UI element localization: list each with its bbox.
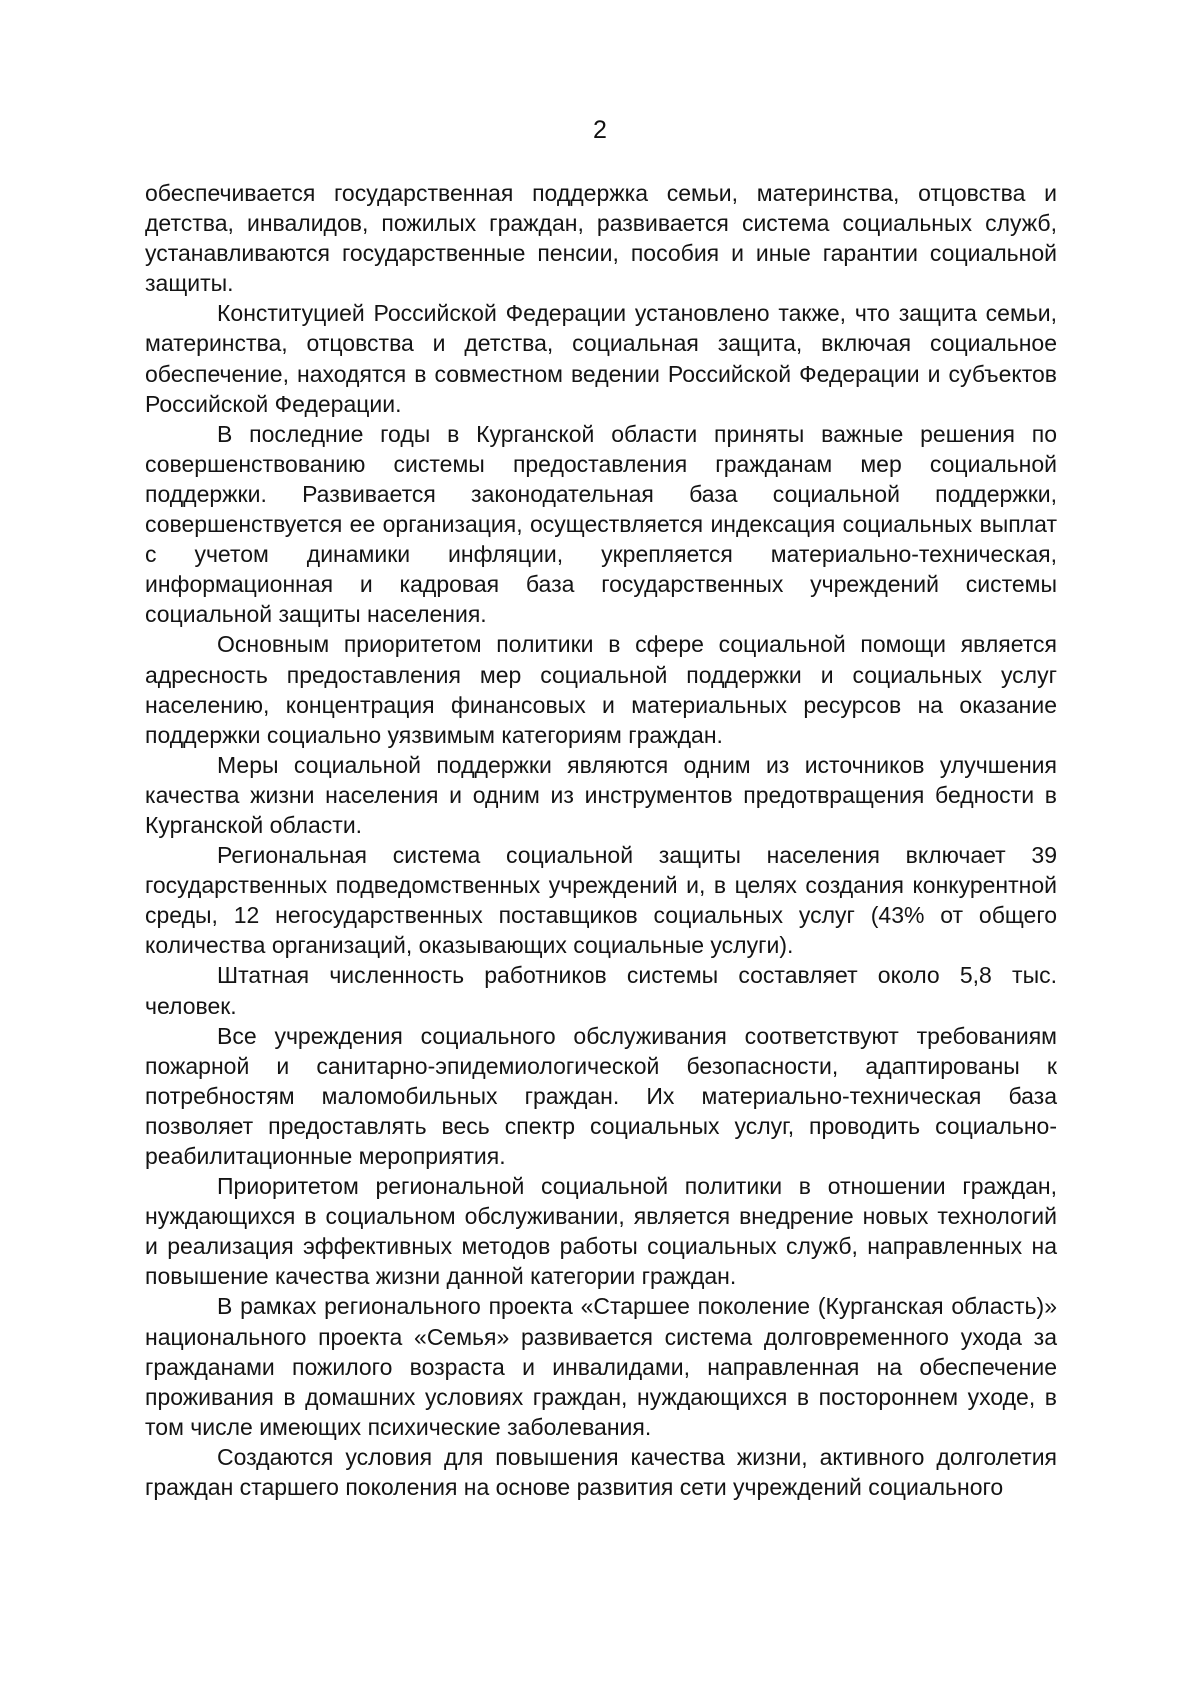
paragraph-staff: Штатная численность работников системы составляет около 5,8 тыс. человек. <box>145 962 1057 1019</box>
paragraph-active-longevity: Создаются условия для повышения качества жизни, активного долголетия граждан старшего поколения на основе развития сети учреждений социального <box>145 1443 1057 1501</box>
paragraph-recent-decisions: В последние годы в Курганской области приняты важные решения по совершенствованию системы предоставления гражданам мер социальной поддержки. Развивается законодательная база социальной поддержки, совершенствуется ее организация, осуществляется индексация социальных выплат с учетом динамики инфляции, укрепляется материально-техническая, информационная и кадровая база государственных учреждений системы социальной защиты населения. <box>145 420 1057 628</box>
paragraph-support-measures: Меры социальной поддержки являются одним из источников улучшения качества жизни населения и одним из инструментов предотвращения бедности в Курганской области. <box>145 751 1057 838</box>
paragraph-continuation: обеспечивается государственная поддержка семьи, материнства, отцовства и детства, инвалидов, пожилых граждан, развивается система социальных служб, устанавливаются государственные пенсии, пособия и иные гарантии социальной защиты. <box>145 180 1057 297</box>
paragraph-institutions: Все учреждения социального обслуживания соответствуют требованиям пожарной и санитарно-эпидемиологической безопасности, адаптированы к потребностям маломобильных граждан. Их материально-техническая база позволяет предоставлять весь спектр социальных услуг, проводить социально-реабилитационные мероприятия. <box>145 1022 1057 1169</box>
paragraph-regional-system: Региональная система социальной защиты населения включает 39 государственных подведомственных учреждений и, в целях создания конкурентной среды, 12 негосударственных поставщиков социальных услуг (43% от общего количества организаций, оказывающих социальные услуги). <box>145 842 1057 959</box>
document-body <box>145 178 1057 1502</box>
paragraph-constitution: Конституцией Российской Федерации установлено также, что защита семьи, материнства, отцовства и детства, социальная защита, включая социальное обеспечение, находятся в совместном ведении Российской Федерации и субъектов Российской Федерации. <box>145 300 1057 417</box>
page-number: 2 <box>593 116 607 144</box>
paragraph-policy-priority: Приоритетом региональной социальной политики в отношении граждан, нуждающихся в социальном обслуживании, является внедрение новых технологий и реализация эффективных методов работы социальных служб, направленных на повышение качества жизни данной категории граждан. <box>145 1173 1057 1290</box>
paragraph-priority: Основным приоритетом политики в сфере социальной помощи является адресность предоставления мер социальной поддержки и социальных услуг населению, концентрация финансовых и материальных ресурсов на оказание поддержки социально уязвимым категориям граждан. <box>145 631 1057 748</box>
paragraph-regional-project: В рамках регионального проекта «Старшее поколение (Курганская область)» национального проекта «Семья» развивается система долговременного ухода за гражданами пожилого возраста и инвалидами, направленная на обеспечение проживания в домашних условиях граждан, нуждающихся в постороннем уходе, в том числе имеющих психические заболевания. <box>145 1293 1057 1440</box>
